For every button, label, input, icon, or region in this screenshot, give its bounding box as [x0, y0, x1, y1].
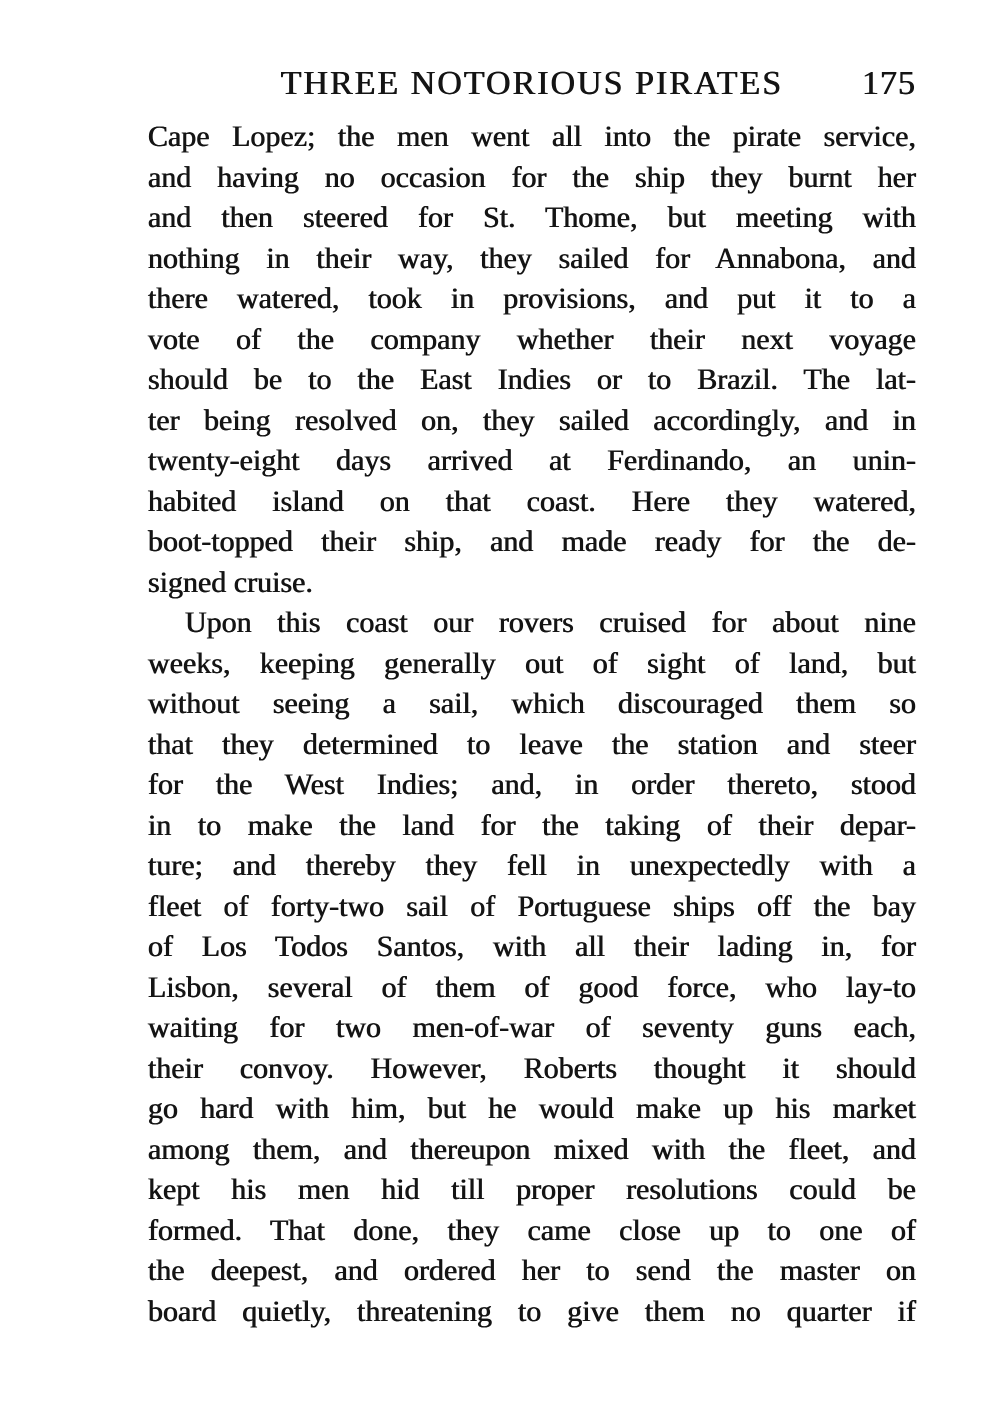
text-line: twenty-eight days arrived at Ferdinando, an unin- [148, 444, 916, 477]
chapter-title: THREE NOTORIOUS PIRATES [280, 65, 784, 102]
text-line: there watered, took in provisions, and put it to a [148, 282, 916, 315]
text-line: without seeing a sail, which discouraged them so [148, 687, 916, 720]
text-column [148, 0, 916, 1425]
text-line: formed. That done, they came close up to one of [148, 1213, 916, 1247]
text-line: ter being resolved on, they sailed accordingly, and in [148, 403, 916, 437]
text-line: waiting for two men-of-war of seventy guns each, [148, 1011, 916, 1044]
text-line: habited island on that coast. Here they watered, [148, 484, 916, 518]
text-line: Upon this coast our rovers cruised for about nine [185, 606, 916, 639]
text-line: vote of the company whether their next voyage [148, 322, 916, 356]
text-line: weeks, keeping generally out of sight of land, but [148, 646, 916, 680]
text-line: and then steered for St. Thome, but meeting with [148, 201, 916, 234]
text-line: Lisbon, several of them of good force, who lay-to [148, 970, 916, 1004]
text-line: and having no occasion for the ship they burnt her [148, 160, 916, 194]
page-number: 175 [862, 65, 916, 102]
text-line: for the West Indies; and, in order thereto, stood [148, 768, 916, 801]
text-line: should be to the East Indies or to Brazil. The lat- [148, 363, 916, 396]
text-line: board quietly, threatening to give them no quarter if [148, 1294, 916, 1328]
running-header [148, 62, 916, 106]
body-text [148, 117, 916, 1332]
text-line: among them, and thereupon mixed with the fleet, and [148, 1132, 916, 1166]
text-line: nothing in their way, they sailed for Annabona, and [148, 241, 916, 275]
text-line: of Los Todos Santos, with all their lading in, for [148, 930, 916, 963]
text-line: in to make the land for the taking of their depar- [148, 808, 916, 842]
text-line: signed cruise. [148, 565, 313, 599]
text-line: kept his men hid till proper resolutions could be [148, 1173, 916, 1206]
text-line: that they determined to leave the station and steer [148, 727, 916, 761]
text-line: Cape Lopez; the men went all into the pirate service, [148, 120, 916, 153]
text-line: boot-topped their ship, and made ready for the de- [148, 525, 916, 558]
text-line: the deepest, and ordered her to send the master on [148, 1254, 916, 1287]
text-line: go hard with him, but he would make up his market [148, 1092, 916, 1125]
text-line: ture; and thereby they fell in unexpectedly with a [148, 849, 916, 882]
text-line: fleet of forty-two sail of Portuguese ships off the bay [148, 889, 916, 923]
text-line: their convoy. However, Roberts thought it should [148, 1051, 916, 1085]
